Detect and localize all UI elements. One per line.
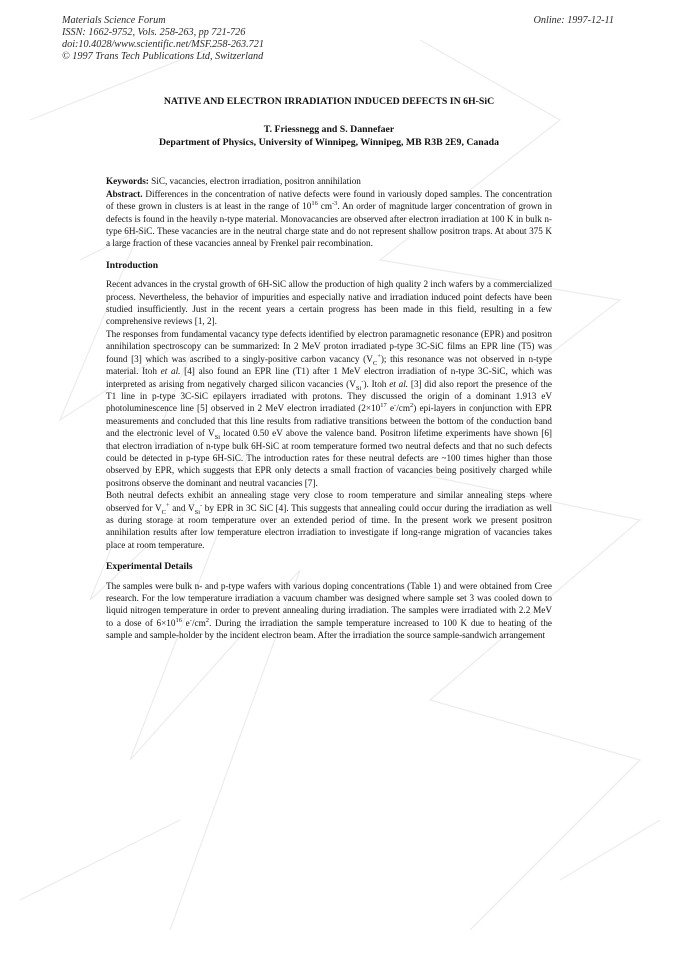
intro-text: [4] also found an EPR line (T1) after 1 MeV electron irradiation of n-type 3C-SiC, which was interpreted as arising from negatively charged silicon vacancies (V <box>106 366 552 389</box>
subscript: Si <box>194 508 201 516</box>
superscript: - <box>394 402 397 410</box>
online-date: Online: 1997-12-11 <box>533 15 614 26</box>
et-al: et al. <box>389 378 409 389</box>
paper-title: NATIVE AND ELECTRON IRRADIATION INDUCED DEFECTS IN 6H-SiC <box>163 96 495 107</box>
superscript: + <box>377 352 381 360</box>
abstract <box>106 188 552 250</box>
introduction-heading: Introduction <box>106 259 159 271</box>
experimental-text: e <box>181 617 190 628</box>
doi-link[interactable]: doi:10.4028/www.scientific.net/MSF.258-263.721 <box>62 39 264 50</box>
issn-line: ISSN: 1662-9752, Vols. 258-263, pp 721-726 <box>62 27 246 38</box>
author-block <box>106 123 552 149</box>
subscript: C <box>161 508 166 516</box>
copyright-line: © 1997 Trans Tech Publications Ltd, Switzerland <box>62 51 264 62</box>
experimental-text: The samples were bulk n- and p-type wafers with various doping concentrations (Table 1) and were obtained from Cree research. For the low temperature irradiation a vacuum chamber was designed where sample set 3 was cooled down to liquid nitrogen temperature in order to prevent annealing during irradiation. The samples were irradiated with 2.2 MeV to a dose of 6×10 <box>106 580 552 628</box>
intro-paragraph-2: The responses from fundamental vacancy type defects identified by electron paramagnetic resonance (EPR) and positron annihilation spectroscopy can be summarized: In 2 MeV proton irradiated p-type 3C-SiC films an EPR line (T5) was found [3] which was ascribed to a singly-positive carbon vacancy $(V_C^+)$; this resonance was not observed in n-type material. Itoh et al. [4] also found an EPR line (T1) after 1 MeV electron irradiation of n-type 3C-SiC, which was interpreted as arising from negatively charged silicon vacancies $(V_{Si}^-)$. Itoh et al. [3] did also report the presence of the T1 line in p-type 3C-SiC epilayers irradiated with protons. They discussed the origin of a dominant 1.913 eV photoluminescence line [5] observed in 2 MeV electron irradiated ($2\times 10^{17}$ $e^-/cm^2$) epi-layers in conjunction with EPR measurements and concluded that this line results from radiative transitions between the bottom of the conduction band and the electronic level of $V_{Si}$ located 0.50 eV above the valence band. Positron lifetime experiments have shown [6] that electron irradiation of n-type bulk 6H-SiC at room temperature formed two neutral defects and that no such defects could be detected in p-type 6H-SiC. The introduction rates for these neutral defects are ~100 times higher than those observed by EPR, which suggests that EPR only detects a small fraction of vacancies being positively charged while positrons observe the dominant and neutral vacancies [7]. <box>106 328 553 488</box>
abstract-text-1: Differences in the concentration of native defects were found in variously doped samples. The concentration of these grown in clusters is at least in the range of 10 <box>106 188 552 212</box>
experimental-paragraph-1 <box>106 580 552 642</box>
keywords-line <box>106 175 552 187</box>
abstract-exponent: -3 <box>332 200 338 208</box>
intro-paragraph-1: Recent advances in the crystal growth of 6H-SiC allow the production of high quality 2 inch wafers by a commercialized process. Nevertheless, the behavior of impurities and especially native and irradiation induced point defects have been studied insufficiently. Just in the recent years a certain progress has been made in this field, resulting in a few comprehensive reviews [1, 2]. <box>106 279 552 327</box>
abstract-text-3: . An order of magnitude larger concentration of grown in defects is found in the heavily n-type material. Monovacancies are observed after electron irradiation at 100 K in bulk n-type 6H-SiC. These vacancies are in the neutral charge state and do not represent shallow positron traps. At about 375 K a large fraction of these vacancies anneal by Frenkel pair recombination. <box>106 201 552 249</box>
intro-text: The responses from fundamental vacancy type defects identified by electron paramagnetic resonance (EPR) and positron annihilation spectroscopy can be summarized: In 2 MeV proton irradiated p-type 3C-SiC films an EPR line (T5) was found [3] which was ascribed to a singly-positive carbon vacancy (V <box>106 328 552 364</box>
experimental-text: . During the irradiation the sample temperature increased to 100 K due to heating of the sample and sample-holder by the incident electron beam. After the irradiation the source sample-sandwich arrangement <box>106 617 552 641</box>
intro-text: Both neutral defects exhibit an annealing stage very close to room temperature and similar annealing steps where observed for V <box>106 490 552 513</box>
intro-text: [3] did also report the presence of the T1 line in p-type 3C-SiC epilayers irradiated with protons. They discussed the origin of a dominant 1.913 eV photoluminescence line [5] observed in 2 MeV electron irradiated (2×10 <box>106 378 552 414</box>
et-al: et al. <box>160 366 181 377</box>
affiliation: Department of Physics, University of Winnipeg, Winnipeg, MB R3B 2E9, Canada <box>158 137 500 149</box>
superscript: 2 <box>205 616 209 624</box>
experimental-text: /cm <box>191 617 206 628</box>
keywords-label: Keywords: <box>106 176 149 187</box>
experimental-heading: Experimental Details <box>106 561 193 573</box>
subscript: C <box>372 359 378 367</box>
intro-text: ) epi-layers in conjunction with EPR measurements and concluded that this line results from radiative transitions between the bottom of the conduction band and the electronic level of V <box>106 403 553 439</box>
superscript: 17 <box>380 402 387 410</box>
superscript: - <box>361 377 364 385</box>
journal-name: Materials Science Forum <box>62 15 166 26</box>
intro-text: ). Itoh <box>363 378 390 389</box>
intro-text: e <box>386 403 395 414</box>
intro-text: located 0.50 eV above the valence band. Positron lifetime experiments have shown [6] that electron irradiation of n-type bulk 6H-SiC at room temperature formed two neutral defects and that no such defects could be detected in p-type 6H-SiC. The introduction rates for these neutral defects are ~100 times higher than those observed by EPR, which suggests that EPR only detects a small fraction of vacancies being positively charged while positrons observe the dominant and neutral vacancies [7]. <box>106 428 552 488</box>
paper-body <box>106 96 552 642</box>
authors: T. Friessnegg and S. Dannefaer <box>263 124 395 136</box>
intro-text: and V <box>169 502 195 513</box>
superscript: 16 <box>175 616 182 624</box>
abstract-text-2: cm <box>317 201 332 212</box>
intro-paragraph-3 <box>106 489 552 551</box>
superscript: + <box>165 501 170 509</box>
superscript: 2 <box>409 402 414 410</box>
intro-text: ); this resonance was not observed in n-type material. Itoh <box>106 353 552 377</box>
keywords-text: SiC, vacancies, electron irradiation, positron annihilation <box>151 176 361 187</box>
superscript: - <box>189 616 192 624</box>
journal-info <box>62 15 264 63</box>
abstract-exponent: 16 <box>311 200 318 208</box>
subscript: Si <box>355 384 362 392</box>
intro-text: by EPR in 3C SiC [4]. This suggests that annealing could occur during the irradiation as well as during storage at room temperature over an extended period of time. In the present work we present positron annihilation results after low temperature electron irradiation to investigate if long-range migration of vacancies takes place at room temperature. <box>106 502 553 550</box>
subscript: Si <box>214 433 220 441</box>
superscript: - <box>200 501 203 509</box>
abstract-label: Abstract. <box>106 188 143 199</box>
